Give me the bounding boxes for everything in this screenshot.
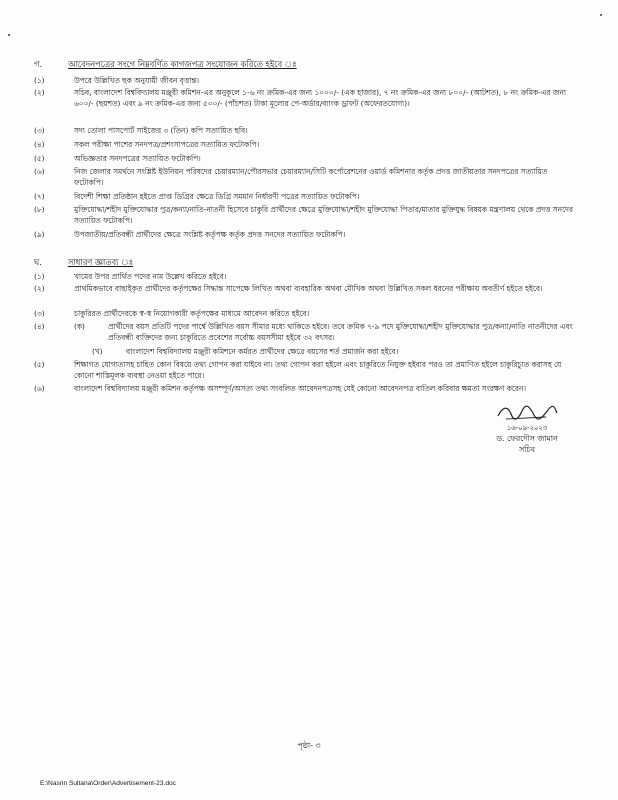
item-number: (৪) bbox=[34, 322, 45, 331]
sub-item-mark: (খ) bbox=[92, 347, 103, 356]
signatory-designation: সচিব bbox=[519, 444, 535, 454]
item-number: (২) bbox=[34, 88, 45, 97]
sub-item-text: প্রার্থীদের বয়স প্রতিটি পদের পার্শ্বে উল্লিখিত বয়স সীমার মধ্যে থাকিতে হইবে। তবে ক্রমিক ৭-৯ পদে মুক্তিযোদ্ধা/শহীদ মুক্তিযোদ্ধার পুত্র/কন্যা/নাতি নাতনীদের এবং প্রতিবন্ধী ব্যক্তিদের জন্য চাকুরিতে প্রবেশের সর্বোচ্চ বয়সসীমা হইবে ৩২ বৎসর। bbox=[108, 322, 573, 342]
item-text: সকল পরীক্ষা পাশের সনদপত্র/প্রশংসাপত্রের সত্যায়িত ফটোকপি। bbox=[74, 140, 260, 149]
item-number: (৫) bbox=[34, 154, 45, 163]
page-number: পৃষ্ঠা- ৩ bbox=[297, 741, 321, 750]
item-number: (৫) bbox=[34, 360, 45, 369]
item-number: (২) bbox=[34, 284, 45, 293]
list-item bbox=[34, 309, 574, 320]
list-item bbox=[34, 230, 574, 241]
section-g-header bbox=[34, 58, 297, 72]
item-text: চাকুরিরত প্রার্থীদেরকে স্ব-স্ব নিয়োগকারী কর্তৃপক্ষের মাধ্যমে আবেদন করিতে হইবে। bbox=[74, 309, 310, 318]
item-text: মুক্তিযোদ্ধা/শহীদ মুক্তিযোদ্ধার পুত্র/কন্যা/নাতি-নাতনী হিসেবে চাকুরি প্রার্থীদের ক্ষেত্রে মুক্তিযোদ্ধা/শহীদ মুক্তিযোদ্ধা পিতার/মাতার মুক্তিযুদ্ধ বিষয়ক মন্ত্রণালয় থেকে প্রদত্ত সনদের সত্যায়িত ফটোকপি। bbox=[74, 205, 574, 225]
sub-item-ka bbox=[74, 322, 574, 343]
item-number: (৩) bbox=[34, 309, 45, 318]
item-text: শিক্ষাগত যোগ্যতাসহ চাহিত কোন বিষয়ে তথ্য গোপন করা যাইবে না। তথ্য গোপন করা হইলে এবং চাকুরিতে নিযুক্ত হইবার পরও তা প্রমাণিত হইলে চাকুরিচ্যুত করাসহ যে কোনো শাস্তিমূলক ব্যবস্থা নেওয়া হইতে পারে। bbox=[74, 360, 562, 380]
item-text: উপরে উল্লিখিত ছক অনুযায়ী জীবন বৃত্তান্ত। bbox=[74, 76, 200, 85]
section-g-letter: গ. bbox=[34, 59, 43, 69]
section-gh-header bbox=[34, 256, 133, 270]
list-item bbox=[34, 167, 574, 188]
item-number: (১) bbox=[34, 272, 45, 281]
item-number: (৪) bbox=[34, 140, 45, 149]
item-number: (৮) bbox=[34, 205, 45, 214]
sub-item-kha bbox=[92, 347, 574, 358]
section-gh-letter: ঘ. bbox=[34, 257, 42, 267]
signature-block bbox=[494, 402, 560, 455]
item-text: সদ্য তোলা পাসপোর্ট সাইজের ৩ (তিন) কপি সত্যায়িত ছবি। bbox=[74, 126, 248, 135]
list-item bbox=[34, 384, 574, 395]
item-number: (৬) bbox=[34, 167, 45, 176]
item-text: অভিজ্ঞতার সনদপত্রের সত্যায়িত ফটোকপি। bbox=[74, 154, 201, 163]
item-number: (৬) bbox=[34, 384, 45, 393]
item-number: (৩) bbox=[34, 126, 45, 135]
signature-scribble bbox=[494, 402, 560, 424]
list-item bbox=[34, 140, 574, 151]
list-item bbox=[34, 154, 574, 165]
scan-speck bbox=[8, 34, 10, 36]
list-item bbox=[34, 126, 574, 137]
item-text: খামের উপর প্রার্থিত পদের নাম উল্লেখ করিতে হইবে। bbox=[74, 272, 227, 281]
sub-item-text: বাংলাদেশ বিশ্ববিদ্যালয় মঞ্জুরী কমিশনে কর্মরত প্রার্থীদের ক্ষেত্রে বয়সের শর্ত প্রমার্জন করা হইবে। bbox=[126, 347, 399, 356]
item-text: সচিব, বাংলাদেশ বিশ্ববিদ্যালয় মঞ্জুরী কমিশন-এর অনুকূলে ১-৬ নং ক্রমিক-এর জন্য ১০০০/- (এক হাজার), ৭ নং ক্রমিক-এর জন্য ৮০০/- (আটশত), ৮ নং ক্রমিক-এর জন্য ৬০০/- (ছয়শত) এবং ৯ নং ক্রমিক-এর জন্য ৫০০/- (পাঁচশত) টাকা মূল্যের পে-অর্ডার/ব্যাংক ড্রাফট (অফেরতযোগ্য)। bbox=[74, 88, 567, 108]
item-number: (১) bbox=[34, 76, 45, 85]
sub-item-mark: (ক) bbox=[74, 322, 85, 331]
item-text: বাংলাদেশ বিশ্ববিদ্যালয় মঞ্জুরী কমিশন কর্তৃপক্ষ অসম্পূর্ণ/অসত্য তথ্য সংবলিত আবেদনপত্রসহ যেই কোনো আবেদনপত্র বাতিল করিবার ক্ষমতা সংরক্ষণ করেন। bbox=[74, 384, 527, 393]
list-item bbox=[34, 76, 574, 87]
list-item bbox=[34, 360, 574, 381]
file-path: E:\Nasrin Sultana\Order\Advertisement-23.doc bbox=[40, 780, 176, 787]
item-text: প্রাথমিকভাবে বাছাইকৃত প্রার্থীদের কর্তৃপক্ষের সিদ্ধান্ত সাপেক্ষে লিখিত অথবা ব্যবহারিক অথবা মৌখিক অথবা উল্লিখিত সকল ধরনের পরীক্ষায় অবতীর্ণ হইতে হইবে। bbox=[74, 284, 543, 293]
list-item bbox=[34, 192, 574, 203]
list-item bbox=[34, 272, 574, 283]
item-text: বিদেশী শিক্ষা প্রতিষ্ঠান হইতে প্রাপ্ত ডিগ্রির ক্ষেত্রে ডিগ্রি সমমান নির্ধারণী পত্রের সত্যায়িত ফটোকপি। bbox=[74, 192, 360, 201]
item-text: উপজাতীয়/প্রতিবন্ধী প্রার্থীদের ক্ষেত্রে সংশ্লিষ্ট কর্তৃপক্ষ কর্তৃক প্রদত্ত সনদের সত্যায়িত ফটোকপি। bbox=[74, 230, 346, 239]
item-number: (৯) bbox=[34, 230, 45, 239]
list-item bbox=[34, 205, 574, 226]
section-g-title: আবেদনপত্রের সংগে নিম্নবর্ণিত কাগজপত্র সংযোজন করিতে হইবে ঃ bbox=[68, 59, 297, 69]
list-item bbox=[34, 88, 574, 109]
signature-date: ১৬-০৯-২০২৩ bbox=[506, 424, 548, 432]
scan-speck bbox=[600, 14, 602, 16]
signatory-name: ড. ফেরদৌস জামান bbox=[496, 434, 558, 443]
section-gh-title: সাধারণ জ্ঞাতব্য ঃ bbox=[67, 257, 134, 267]
item-number: (৭) bbox=[34, 192, 45, 201]
item-text: নিজ জেলার সমর্থনে সংশ্লিষ্ট ইউনিয়ন পরিষদের চেয়ারম্যান/পৌরসভার চেয়ারম্যান/সিটি কর্পোরেশনের ওয়ার্ড কমিশনার কর্তৃক প্রদত্ত জাতীয়তার সনদপত্রের সত্যায়িত ফটোকপি। bbox=[74, 167, 548, 187]
list-item bbox=[34, 284, 574, 295]
